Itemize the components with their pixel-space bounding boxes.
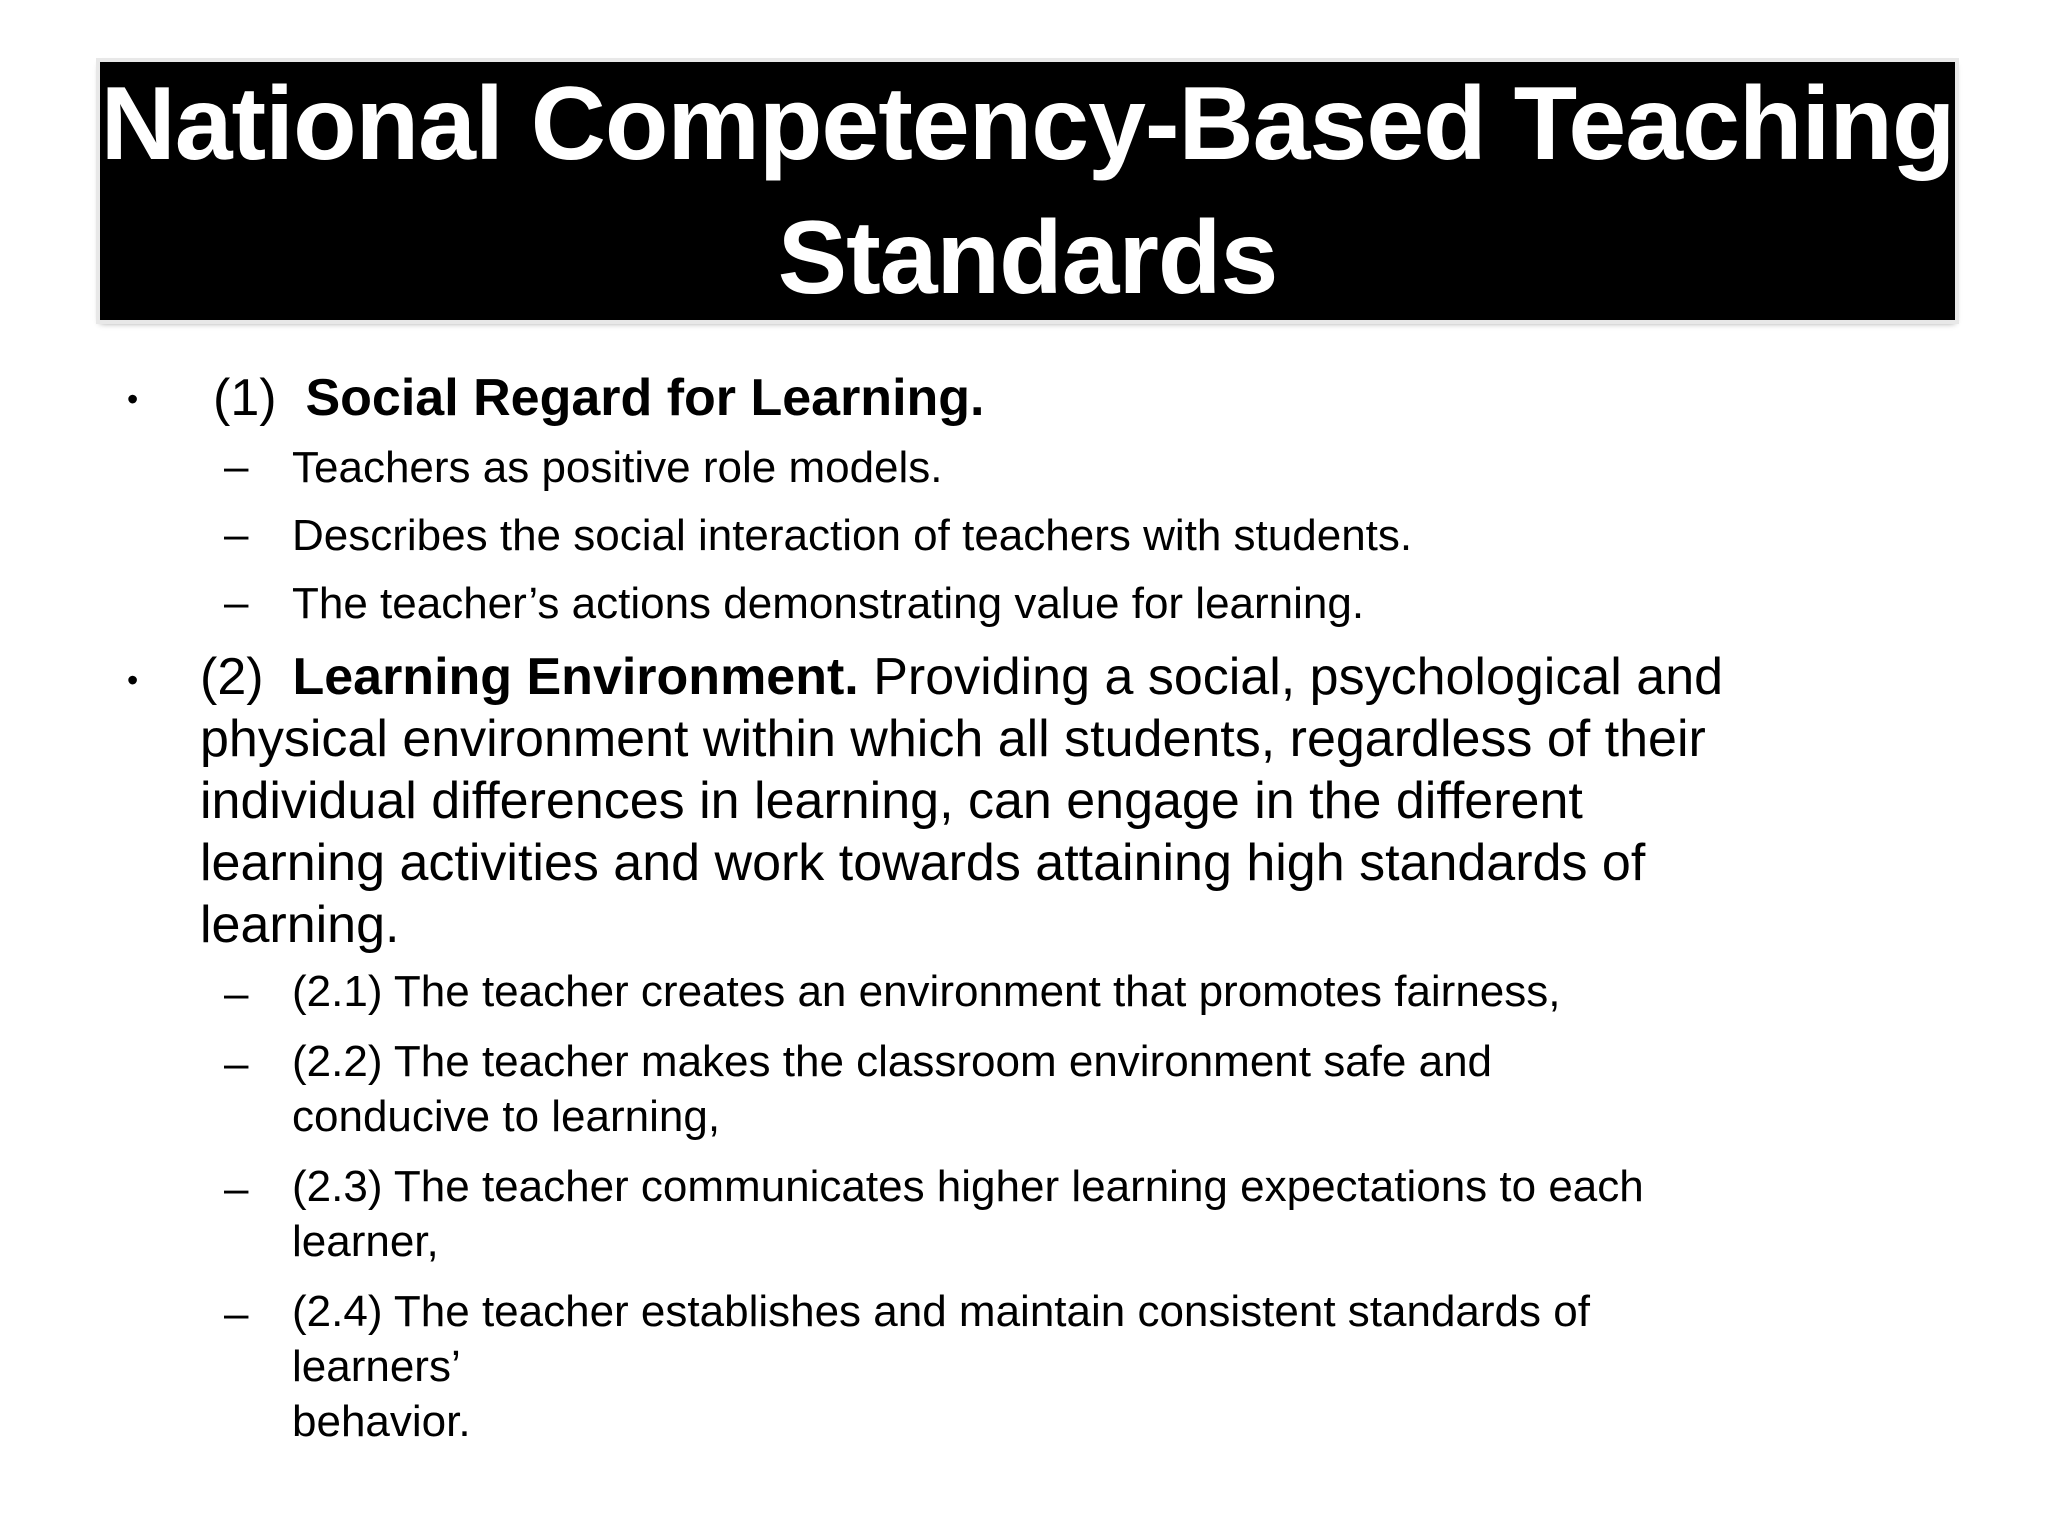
dash-2-3: –: [224, 1164, 249, 1213]
dash-2-4: –: [224, 1289, 249, 1338]
dash-2-2: –: [224, 1039, 249, 1088]
slide-title-line-2: Standards: [777, 200, 1278, 316]
item-2-subitem-2-line-1: (2.2) The teacher makes the classroom environment safe and: [292, 1037, 1493, 1086]
item-2-text-line-1: Providing a social, psychological and: [873, 648, 1724, 706]
item-1-number: (1): [213, 369, 277, 427]
item-2-subitem-3-line-1: (2.3) The teacher communicates higher learning expectations to each: [292, 1162, 1644, 1211]
item-2-first-line: [200, 646, 1723, 708]
item-2-subitem-4-line-1: (2.4) The teacher establishes and maintain consistent standards of: [292, 1287, 1590, 1336]
item-1-subitem: Teachers as positive role models.: [292, 443, 943, 492]
item-2-subitem-2-line-2: conducive to learning,: [292, 1092, 721, 1141]
item-1-subitem: Describes the social interaction of teachers with students.: [292, 511, 1413, 560]
dash-1-3: –: [224, 578, 249, 627]
item-2-subitem-4-line-2: learners’: [292, 1342, 461, 1391]
dash-1-1: –: [224, 442, 249, 491]
bullet-item-2: •: [127, 662, 139, 698]
item-2-heading: Learning Environment.: [292, 648, 859, 706]
item-2-text-line-3: individual differences in learning, can engage in the different: [200, 772, 1583, 830]
bullet-item-1: •: [127, 381, 139, 417]
item-2-text-line-2: physical environment within which all students, regardless of their: [200, 710, 1706, 768]
item-2-subitem-4-line-3: behavior.: [292, 1397, 471, 1446]
item-2-text-line-5: learning.: [200, 896, 400, 954]
slide-title-line-1: National Competency-Based Teaching: [100, 66, 1955, 182]
item-2-text-line-4: learning activities and work towards attaining high standards of: [200, 834, 1646, 892]
item-1-heading-line: [213, 366, 985, 430]
item-2-subitem-1: (2.1) The teacher creates an environment that promotes fairness,: [292, 967, 1561, 1016]
item-2-number: (2): [200, 648, 264, 706]
item-2-subitem-3-line-2: learner,: [292, 1217, 439, 1266]
item-1-subitem: The teacher’s actions demonstrating value for learning.: [292, 579, 1365, 628]
dash-2-1: –: [224, 969, 249, 1018]
dash-1-2: –: [224, 510, 249, 559]
item-1-heading: Social Regard for Learning.: [305, 369, 985, 427]
